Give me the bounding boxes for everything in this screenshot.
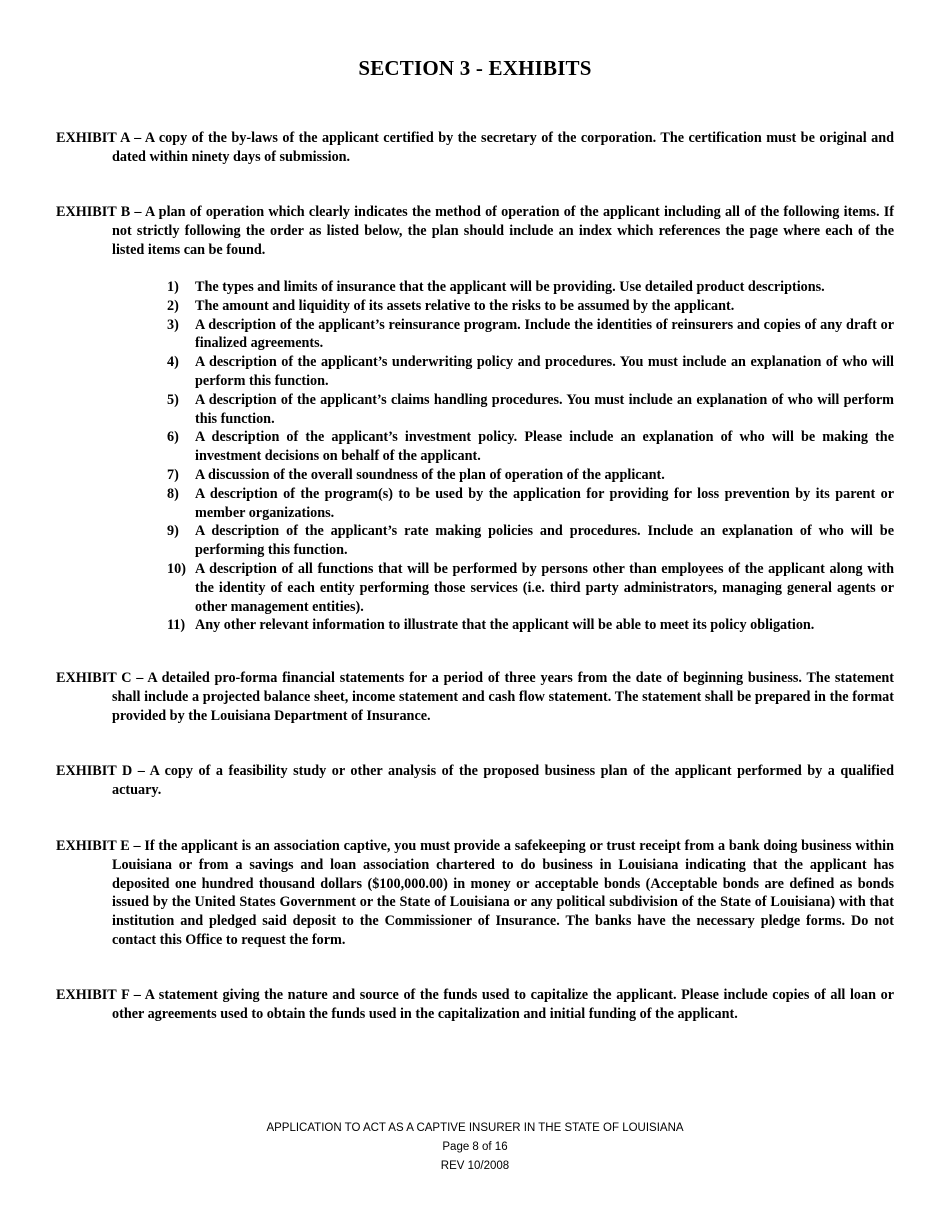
exhibit-c-text: EXHIBIT C – A detailed pro-forma financial statements for a period of three years from the date of beginning business. The statement shall include a projected balance sheet, income statement and cash flow statement. The statement shall be prepared in the format provided by the Louisiana Department of Insurance. (56, 670, 894, 724)
list-item-text: The amount and liquidity of its assets relative to the risks to be assumed by the applicant. (195, 297, 735, 314)
list-item (167, 391, 894, 429)
list-item (167, 560, 894, 616)
list-item-number: 11) (167, 617, 186, 634)
list-item-text: A description of the applicant’s reinsurance program. Include the identities of reinsurers and copies of any draft or finalized agreements. (195, 316, 894, 352)
page-number: Page 8 of 16 (442, 1141, 508, 1153)
plan-items-list (167, 278, 894, 635)
exhibit-e-text: EXHIBIT E – If the applicant is an association captive, you must provide a safekeeping or trust receipt from a bank doing business within Louisiana or from a savings and loan association chartered to do business in Louisiana indicating that the applicant has deposited one hundred thousand dollars ($100,000.00) in money or acceptable bonds (Acceptable bonds are defined as bonds issued by the United States Government or the State of Louisiana or any political subdivision of the State of Louisiana) with that institution and pledged said deposit to the Commissioner of Insurance. The banks have the necessary pledge forms. Do not contact this Office to request the form. (56, 838, 894, 948)
list-item (167, 428, 894, 466)
list-item (167, 485, 894, 523)
exhibit-d-text: EXHIBIT D – A copy of a feasibility study or other analysis of the proposed business plan of the applicant performed by a qualified actuary. (56, 763, 894, 798)
exhibit-f (56, 986, 894, 1024)
list-item-number: 5) (167, 391, 179, 408)
page-title: SECTION 3 - EXHIBITS (358, 56, 592, 80)
exhibit-b (56, 203, 894, 259)
list-item-text: A description of all functions that will be performed by persons other than employees of the applicant along with the identity of each entity performing those services (i.e. third party administrators, managing general agents or other management entities). (195, 560, 894, 615)
list-item-number: 1) (167, 279, 179, 295)
list-item (167, 522, 894, 560)
list-item-text: A description of the applicant’s underwriting policy and procedures. You must include an explanation of who will perform this function. (195, 354, 894, 389)
list-item-number: 3) (167, 316, 179, 333)
list-item (167, 297, 894, 316)
list-item (167, 353, 894, 391)
footer-title: APPLICATION TO ACT AS A CAPTIVE INSURER IN THE STATE OF LOUISIANA (266, 1122, 684, 1134)
list-item (167, 278, 894, 297)
list-item-text: A description of the applicant’s claims handling procedures. You must include an explanation of who will perform this function. (195, 391, 894, 427)
exhibit-b-text: EXHIBIT B – A plan of operation which clearly indicates the method of operation of the applicant including all of the following items. If not strictly following the order as listed below, the plan should include an index which references the page where each of the listed items can be found. (56, 204, 894, 258)
list-item-text: A description of the applicant’s investment policy. Please include an explanation of who will be making the investment decisions on behalf of the applicant. (195, 429, 894, 465)
list-item (167, 616, 894, 635)
list-item-text: A description of the applicant’s rate making policies and procedures. Include an explanation of who will be performing this function. (195, 523, 894, 559)
list-item-number: 6) (167, 429, 179, 446)
list-item-text: Any other relevant information to illustrate that the applicant will be able to meet its policy obligation. (195, 617, 815, 634)
list-item-number: 10) (167, 560, 186, 577)
exhibit-a (56, 129, 894, 167)
list-item-text: The types and limits of insurance that the applicant will be providing. Use detailed product descriptions. (195, 279, 825, 295)
exhibit-e (56, 837, 894, 950)
list-item-number: 4) (167, 354, 179, 371)
revision-date: REV 10/2008 (440, 1160, 510, 1172)
list-item-text: A discussion of the overall soundness of the plan of operation of the applicant. (195, 466, 665, 483)
list-item-number: 9) (167, 523, 179, 540)
list-item-number: 2) (167, 297, 179, 314)
list-item (167, 466, 894, 485)
exhibit-a-text: EXHIBIT A – A copy of the by-laws of the applicant certified by the secretary of the corporation. The certification must be original and dated within ninety days of submission. (56, 130, 894, 165)
exhibit-c (56, 669, 894, 725)
list-item-number: 8) (167, 485, 179, 502)
exhibit-d (56, 762, 894, 800)
list-item-number: 7) (167, 466, 179, 483)
exhibit-f-text: EXHIBIT F – A statement giving the nature and source of the funds used to capitalize the applicant. Please include copies of all loan or other agreements used to obtain the funds used in the capitalization and initial funding of the applicant. (56, 987, 894, 1022)
list-item (167, 316, 894, 354)
list-item-text: A description of the program(s) to be used by the application for providing for loss prevention by its parent or member organizations. (195, 485, 894, 521)
